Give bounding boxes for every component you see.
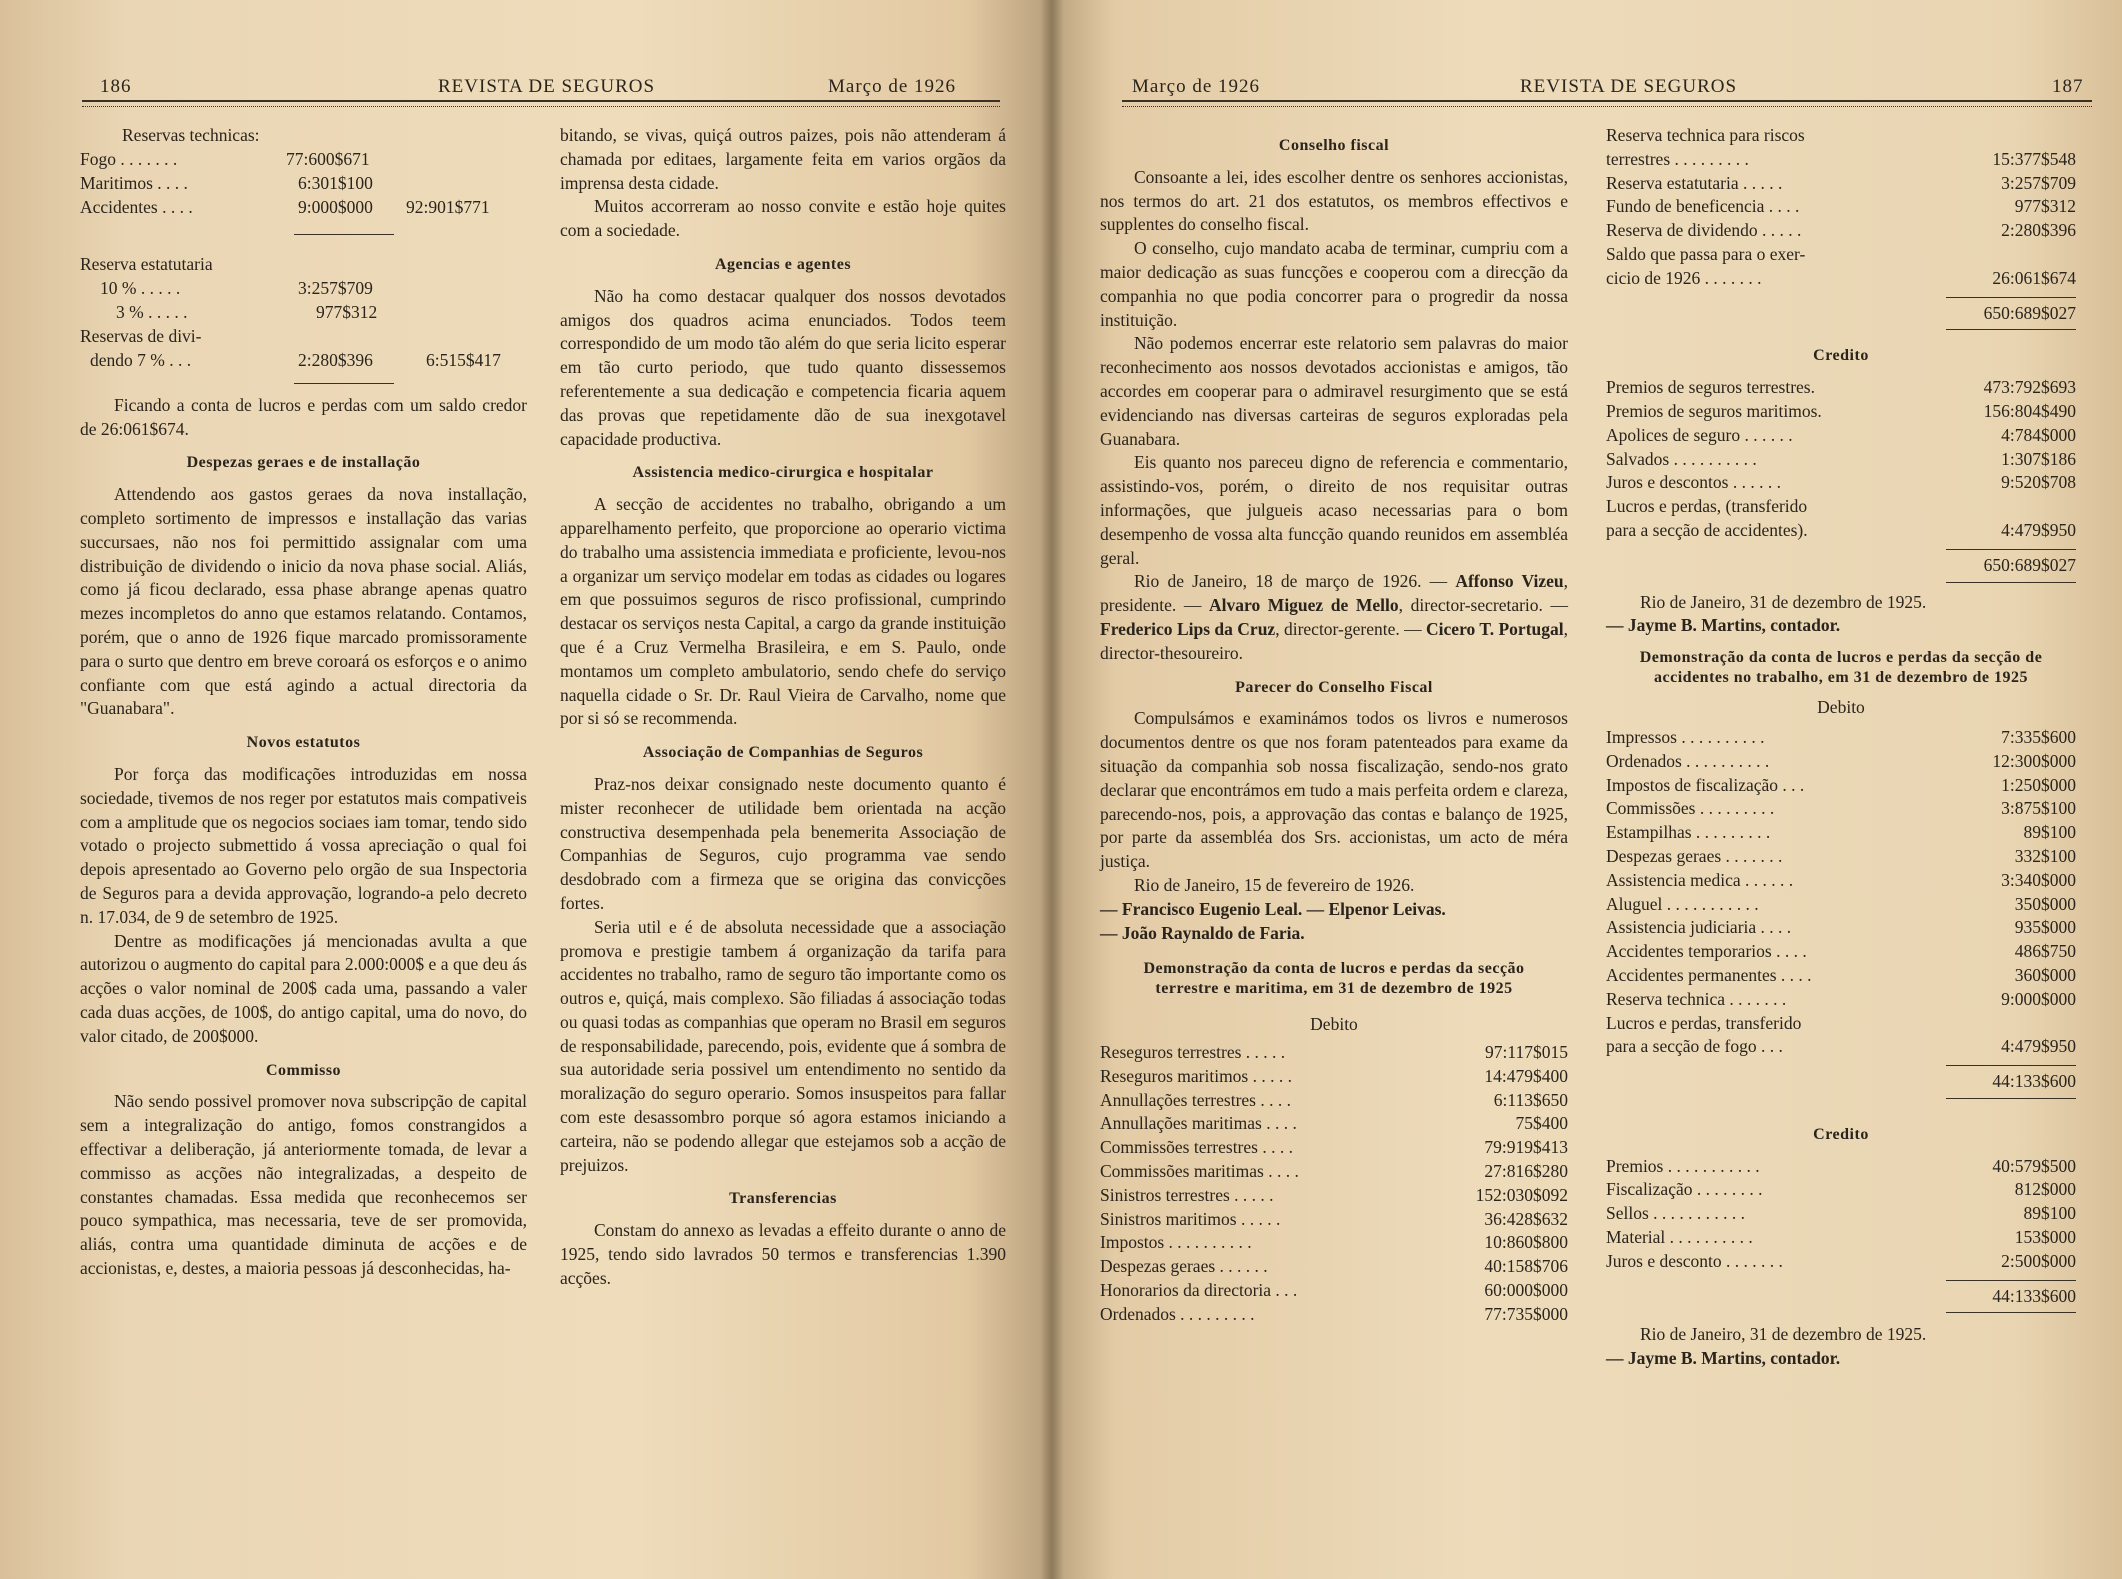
paragraph: Praz-nos deixar consignado neste documento quanto é mister reconhecer de utilidade bem orientada na acção constructiva desempenhada pela benemerita Associação de Companhias de Seguros, cujo programma vae sendo desdobrado com a firmeza que se origina das convicções fortes. [560,773,1006,913]
paragraph: bitando, se vivas, quiçá outros paizes, pois não attenderam á chamada por editaes, largamente feita em varios orgãos da imprensa desta cidade. [560,125,1006,193]
row-label: Fogo . . . . . . . [80,148,178,169]
row-label: Reseguros maritimos . . . . . [1100,1065,1292,1086]
row-label: Reserva de dividendo . . . . . [1606,220,1802,241]
row-label: Maritimos . . . . [80,172,188,193]
sig-name: Affonso Vizeu [1455,571,1564,592]
paragraph: Seria util e é de absoluta necessidade que a associação promova e prestigie tambem á organização da tarifa para accidentes no trabalho, ramo de seguro tão importante como os outros e, quiçá, mais complexo. São filiadas á associação todas ou quasi todas as companhias que operam no Brasil em seguros de responsabilidade, parecendo, pois, evidente que á sombra de sua autoridade seria possivel um entendimento no sentido da moralização do seguro operario. Somos insuspeitos para fallar com este desassombro porque só agora estamos iniciando a carteira, não se podendo allegar que estejamos sob a acção de prejuizos. [560,916,1006,1175]
row-label: Estampilhas . . . . . . . . . [1606,822,1771,843]
table-row [1606,448,2076,472]
row-value: 4:784$000 [2001,424,2076,445]
row-value: 1:250$000 [2001,774,2076,795]
row-value: 935$000 [2014,917,2076,938]
table-row [1100,1160,1568,1184]
row-value: 4:479$950 [2001,1036,2076,1057]
credit-table [1606,1155,2076,1274]
table-row [1606,243,2076,267]
row-value: 77:735$000 [1484,1303,1568,1324]
row-value: 473:792$693 [1983,377,2076,398]
paragraph: Por força das modificações introduzidas em nossa sociedade, tivemos de nos reger por estatutos mais compativeis com a amplitude que os negocios sociaes iam tomar, tendo sido votado o projecto submettido á vossa apreciação o qual foi depois apresentado ao Governo pelo orgão de sua Inspectoria de Seguros para a devida approvação, logrando-a pelo decreto n. 17.034, de 9 de setembro de 1925. [80,763,527,927]
row-label: Reserva technica para riscos [1606,125,1805,145]
header-rule [82,100,1000,107]
right-page [1050,0,2122,1579]
section-heading: Associação de Companhias de Seguros [642,744,924,762]
table-row [1606,916,2076,940]
row-label: Assistencia medica . . . . . . [1606,869,1794,890]
paragraph: Muitos accorreram ao nosso convite e estão hoje quites com a sociedade. [560,196,1006,241]
paragraph: Não podemos encerrar este relatorio sem palavras do maior reconhecimento aos nossos devotados accionistas e amigos, tão accordes em cooperar para o admiravel resurgimento que se está evidenciando nas diversas carteiras de seguros exploradas pela Guanabara. [1100,333,1568,449]
row-label: Juros e descontos . . . . . . [1606,472,1781,493]
divider [1946,582,2076,583]
section-heading: Novos estatutos [246,734,361,752]
sig-text: Rio de Janeiro, 18 de março de 1926. — [1134,571,1448,592]
right-column-2 [1606,124,2076,1371]
credit-heading: Credito [1813,347,1869,365]
table-row [1606,124,2076,148]
row-label: Material . . . . . . . . . . [1606,1227,1753,1248]
row-label: Sinistros terrestres . . . . . [1100,1184,1274,1205]
row-label: Reserva estatutaria [80,253,213,274]
sig-name: Alvaro Miguez de Mello [1209,595,1399,616]
statement-heading: Demonstração da conta de lucros e perdas da secção de accidentes no trabalho, em 31 de dezembro de 1925 [1639,649,2043,687]
running-date: Março de 1926 [1132,76,1261,97]
paragraph: Dentre as modificações já mencionadas avulta a que autorizou o augmento do capital para 2.000:000$ e a que deu ás acções o valor nominal de 200$ cada uma, passando a valer cada duas acções, de 100$, do antigo capital, uma do novo, do valor citado, de 200$000. [80,930,527,1046]
left-header [100,76,1000,100]
credit-table [1606,376,2076,543]
divider [1946,1312,2076,1313]
row-label: Accidentes temporarios . . . . [1606,941,1807,962]
sig-name: Frederico Lips da Cruz [1100,618,1276,639]
table-row [1606,869,2076,893]
table-row [1606,726,2076,750]
row-label: Apolices de seguro . . . . . . [1606,424,1793,445]
signature: — Jayme B. Martins, contador. [1606,615,1841,636]
row-label: Aluguel . . . . . . . . . . . [1606,893,1759,914]
table-row [1100,1112,1568,1136]
row-value: 40:579$500 [1992,1155,2076,1176]
paragraph: Compulsámos e examinámos todos os livros e numerosos documentos dentre os que nos foram patenteados para exame da situação da companhia sob nossa fiscalização, sendo-nos grato declarar que encontrámos em tudo a mais perfeita ordem e clareza, parecendo-nos, pois, a approvação das contas e balanço de 1925, por parte da assembléa dos Srs. accionistas, um acto de méra justiça. [1100,708,1568,872]
row-value: 40:158$706 [1484,1256,1568,1277]
total-value: 650:689$027 [1983,554,2076,575]
table-row [1100,1279,1568,1303]
table-row [1606,940,2076,964]
table-row [1100,1208,1568,1232]
table-row [1606,1035,2076,1059]
date-line: Rio de Janeiro, 31 de dezembro de 1925. [1640,1324,1927,1345]
paragraph: O conselho, cujo mandato acaba de terminar, cumpriu com a maior dedicação as suas funcções e cooperou com a direcção da companhia no que podia concorrer para o progredir da nossa instituição. [1100,238,1568,330]
row-label: Premios de seguros maritimos. [1606,400,1822,421]
row-value: 350$000 [2014,893,2076,914]
section-heading: Commisso [265,1061,342,1079]
table-row [1606,519,2076,543]
row-value: 12:300$000 [1992,750,2076,771]
row-label: Lucros e perdas, transferido [1606,1012,1802,1033]
paragraph: Eis quanto nos pareceu digno de referencia e commentario, assistindo-vos, porém, o direito de nos requisitar outras informações, que julgueis acaso necessarias para o bom desempenho de vossa alta funcção quando reunidos em assembléa geral. [1100,452,1568,568]
divider [294,234,394,235]
running-title: REVISTA DE SEGUROS [1520,76,1738,97]
row-total: 92:901$771 [406,196,490,217]
sig-name: Cicero T. Portugal [1426,618,1564,639]
table-row [1100,1041,1568,1065]
total-value: 44:133$600 [1992,1285,2076,1306]
row-label: Lucros e perdas, (transferido [1606,496,1808,517]
reserves-heading: Reservas technicas: [122,125,260,145]
row-value: 3:257$709 [298,277,373,298]
table-row [1606,148,2076,172]
signatures [1100,898,1568,946]
table-row [1606,424,2076,448]
signatures-paragraph [1100,570,1568,665]
table-row [1606,797,2076,821]
row-label: Premios de seguros terrestres. [1606,377,1815,398]
row-value: 153$000 [2014,1227,2076,1248]
row-label: para a secção de fogo . . . [1606,1036,1783,1057]
paragraph: Consoante a lei, ides escolher dentre os senhores accionistas, nos termos do art. 21 dos estatutos, os membros effectivos e supplentes do conselho fiscal. [1100,166,1568,235]
row-label: Reseguros terrestres . . . . . [1100,1042,1286,1063]
row-value: 27:816$280 [1484,1161,1568,1182]
divider [1946,329,2076,330]
table-row [1606,219,2076,243]
row-value: 9:000$000 [298,196,373,217]
table-row [1606,845,2076,869]
row-label: Despezas geraes . . . . . . [1100,1256,1268,1277]
table-row [1606,1012,2076,1036]
row-value: 812$000 [2014,1179,2076,1200]
row-value: 977$312 [316,301,378,322]
debit-heading: Debito [1817,697,1865,718]
section-heading: Despezas geraes e de installação [186,454,421,472]
row-value: 6:301$100 [298,172,373,193]
table-row [1100,1065,1568,1089]
row-value: 332$100 [2014,845,2076,866]
row-value: 486$750 [2014,941,2076,962]
statutory-table [80,253,527,371]
table-row [1100,1136,1568,1160]
table-row [1606,964,2076,988]
running-date: Março de 1926 [828,76,957,97]
debit-table [1100,1041,1568,1327]
sig-text: , director-gerente. — [1275,618,1422,639]
reserves-table [80,148,527,220]
row-label: Reservas de divi- [80,325,202,346]
row-label: Honorarios da directoria . . . [1100,1280,1298,1301]
header-rule [1122,100,2092,107]
sig-name: — João Raynaldo de Faria. [1100,922,1305,943]
paragraph: Rio de Janeiro, 15 de fevereiro de 1926. [1134,874,1415,895]
sig-name: — Elpenor Leivas. [1306,898,1446,919]
row-value: 3:340$000 [2001,869,2076,890]
table-row [1606,400,2076,424]
row-value: 9:520$708 [2001,472,2076,493]
table-row [1606,750,2076,774]
sig-name: — Francisco Eugenio Leal. [1100,898,1303,919]
table-row [1606,821,2076,845]
row-label: terrestres . . . . . . . . . [1606,148,1749,169]
row-label: Impressos . . . . . . . . . . [1606,726,1765,747]
statement-heading: Demonstração da conta de lucros e perdas da secção terrestre e maritima, em 31 de dezembro de 1925 [1143,960,1525,998]
row-label: Premios . . . . . . . . . . . [1606,1155,1760,1176]
table-row [1100,1231,1568,1255]
table-row [1606,893,2076,917]
row-label: Salvados . . . . . . . . . . [1606,448,1757,469]
row-label: Juros e desconto . . . . . . . [1606,1250,1783,1271]
row-value: 10:860$800 [1484,1232,1568,1253]
row-value: 7:335$600 [2001,726,2076,747]
row-value: 97:117$015 [1485,1042,1568,1063]
right-column-1 [1100,124,1568,1327]
sig-text: , director-secretario. — [1398,595,1569,616]
row-value: 2:280$396 [298,349,373,370]
paragraph: Não ha como destacar qualquer dos nossos devotados amigos dos quadros acima enunciados. Todos teem correspondido de um modo tão além do que seria licito esperar em tão curto periodo, que tudo quanto dissessemos referentemente a sua dedicação e competencia ficaria aquem das provas que repetidamente dão de sua inexgotavel capacidade productiva. [560,285,1006,449]
row-label: Assistencia judiciaria . . . . [1606,917,1792,938]
date-line: Rio de Janeiro, 31 de dezembro de 1925. [1640,591,1927,612]
row-label: Fundo de beneficencia . . . . [1606,196,1800,217]
table-row [1606,774,2076,798]
row-value: 6:113$650 [1493,1089,1568,1110]
row-value: 2:280$396 [2001,220,2076,241]
section-heading: Assistencia medico-cirurgica e hospitalar [632,464,934,482]
table-row [1606,1202,2076,1226]
row-value: 75$400 [1515,1113,1568,1134]
row-label: Fiscalização . . . . . . . . [1606,1179,1763,1200]
table-row [1606,1178,2076,1202]
total-value: 650:689$027 [1983,302,2076,323]
row-label: Annullações terrestres . . . . [1100,1089,1291,1110]
section-heading: Agencias e agentes [714,255,852,273]
table-row [1606,1250,2076,1274]
row-label: 10 % . . . . . [100,277,181,298]
row-label: Ordenados . . . . . . . . . . [1606,750,1770,771]
table-row [1606,376,2076,400]
row-label: Commissões terrestres . . . . [1100,1137,1293,1158]
paragraph: Não sendo possivel promover nova subscripção de capital sem a integralização do antigo, fomos constrangidos a effectivar a deliberação, já anteriormente tomada, de levar a commisso as acções não integralizadas, a despeito de constantes chamadas. Essa medida que reconhecemos ser pouco sympathica, mas necessaria, teve de ser promovida, aliás, contra uma quantidade diminuta de acções e de accionistas, e, destes, a maioria pessoas já desconhecidas, ha- [80,1091,527,1278]
divider [1946,1098,2076,1099]
row-value: 4:479$950 [2001,519,2076,540]
paragraph: A secção de accidentes no trabalho, obrigando a um apparelhamento perfeito, que proporcione ao operario victima do trabalho uma assistencia immediata e proficiente, levou-nos a organizar um serviço modelar em todas as cidades ou logares em que possuimos seguros de risco profissional, cumprindo destacar os serviços nesta Capital, a cargo da grande instituição que é a Cruz Vermelha Brasileira, e em S. Paulo, onde montamos um completo ambulatorio, sendo chefe do serviço naquella cidade o Sr. Dr. Raul Vieira de Carvalho, nome que por si só se recommenda. [560,494,1006,729]
page-number: 187 [2052,76,2084,97]
row-label: Saldo que passa para o exer- [1606,243,1806,264]
row-value: 60:000$000 [1484,1280,1568,1301]
left-column-1 [80,124,527,1281]
book-gutter [1040,0,1064,1579]
divider [1946,549,2076,550]
row-value: 3:875$100 [2001,798,2076,819]
paragraph: Constam do annexo as levadas a effeito durante o anno de 1925, tendo sido lavrados 50 termos e transferencias 1.390 acções. [560,1220,1006,1288]
reserves-table [1606,124,2076,291]
total-row [1606,1285,2076,1309]
row-label: Commissões . . . . . . . . . [1606,798,1775,819]
row-value: 14:479$400 [1484,1065,1568,1086]
row-label: 3 % . . . . . [116,301,188,322]
divider [1946,297,2076,298]
section-heading: Parecer do Conselho Fiscal [1235,678,1433,696]
table-row [1606,471,2076,495]
paragraph: Ficando a conta de lucros e perdas com um saldo credor de 26:061$674. [80,394,527,439]
page-number: 186 [100,76,132,97]
table-row [1606,267,2076,291]
paragraph: Attendendo aos gastos geraes da nova installação, completo sortimento de impressos e installação das varias succursaes, não nos foi permittido assignalar com uma distribuição de dividendo o inicio da nova phase social. Aliás, como já ficou declarado, essa phase abrange apenas quatro mezes incompletos do anno que estamos relatando. Contamos, porém, que o anno de 1926 fique marcado promissoramente para o surto que dentro em breve coroará os esforços e o animo confiante com que está agindo a actual directoria da "Guanabara". [80,484,527,719]
row-label: Accidentes permanentes . . . . [1606,964,1812,985]
total-row [1606,302,2076,326]
table-row [1606,988,2076,1012]
row-total: 6:515$417 [426,349,501,370]
left-page [0,0,1050,1579]
row-label: Impostos . . . . . . . . . . [1100,1232,1252,1253]
row-label: Reserva technica . . . . . . . [1606,988,1787,1009]
sig-text: , director-thesoureiro. [1100,618,1568,663]
row-value: 26:061$674 [1992,267,2076,288]
row-value: 79:919$413 [1484,1137,1568,1158]
table-row [1100,1089,1568,1113]
row-value: 156:804$490 [1983,400,2076,421]
row-value: 89$100 [2023,1203,2076,1224]
divider [1946,1065,2076,1066]
section-heading: Conselho fiscal [1278,137,1390,154]
table-row [1606,1226,2076,1250]
row-value: 977$312 [2014,196,2076,217]
row-label: Annullações maritimas . . . . [1100,1113,1297,1134]
row-value: 3:257$709 [2001,172,2076,193]
row-label: Despezas geraes . . . . . . . [1606,845,1783,866]
row-value: 89$100 [2023,822,2076,843]
sig-text: , presidente. — [1100,571,1569,616]
row-label: dendo 7 % . . . [90,349,192,370]
table-row [1606,1155,2076,1179]
row-value: 77:600$671 [286,148,370,169]
row-value: 360$000 [2014,964,2076,985]
row-label: Commissões maritimas . . . . [1100,1161,1299,1182]
row-label: Sellos . . . . . . . . . . . [1606,1203,1746,1224]
table-row [1606,495,2076,519]
row-label: Accidentes . . . . [80,196,193,217]
debit-table [1606,726,2076,1059]
row-label: cicio de 1926 . . . . . . . [1606,267,1762,288]
signature: — Jayme B. Martins, contador. [1606,1348,1841,1369]
row-value: 1:307$186 [2001,448,2076,469]
row-label: Reserva estatutaria . . . . . [1606,172,1783,193]
total-row [1606,1070,2076,1094]
section-heading: Transferencias [729,1190,837,1208]
divider [1946,1280,2076,1281]
table-row [1100,1303,1568,1327]
row-value: 2:500$000 [2001,1250,2076,1271]
row-value: 9:000$000 [2001,988,2076,1009]
right-header [1132,76,2092,100]
row-value: 152:030$092 [1475,1184,1568,1205]
left-column-2 [560,124,1006,1291]
credit-heading: Credito [1813,1125,1869,1143]
row-label: Impostos de fiscalização . . . [1606,774,1805,795]
total-row [1606,554,2076,578]
debit-heading: Debito [1310,1014,1358,1035]
table-row [1100,1184,1568,1208]
total-value: 44:133$600 [1992,1071,2076,1092]
running-title: REVISTA DE SEGUROS [438,76,656,97]
row-label: Sinistros maritimos . . . . . [1100,1208,1281,1229]
table-row [1606,172,2076,196]
table-row [1100,1255,1568,1279]
row-value: 15:377$548 [1992,148,2076,169]
table-row [1606,195,2076,219]
row-label: Ordenados . . . . . . . . . [1100,1303,1255,1324]
row-value: 36:428$632 [1484,1208,1568,1229]
divider [294,383,394,384]
row-label: para a secção de accidentes). [1606,519,1808,540]
